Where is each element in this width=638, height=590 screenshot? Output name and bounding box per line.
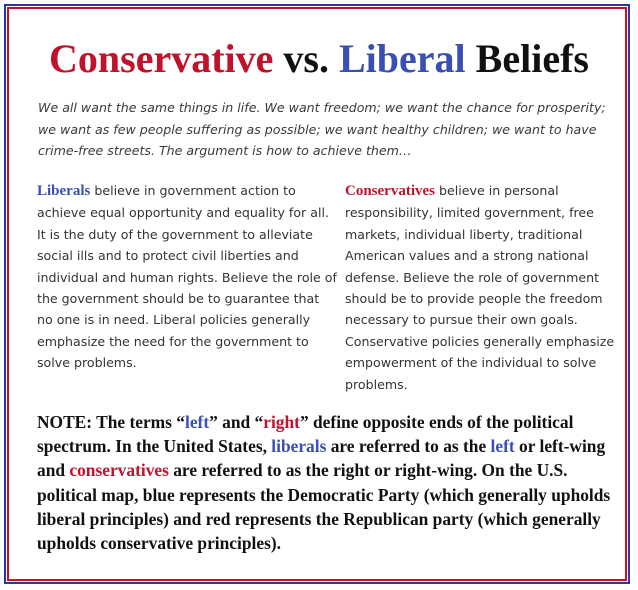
title-vs: vs. [273,36,339,81]
liberals-column [37,180,337,374]
note-term-right: right [263,412,300,432]
note-part-5: or left-wing and [37,436,606,481]
note-term-conservatives: conservatives [69,460,169,481]
page-title [0,32,638,86]
note-term-left-2: left [490,436,515,457]
note-part-2: ” and “ [209,412,264,432]
note-term-liberals: liberals [271,436,327,457]
conservatives-column [345,180,615,395]
note-part-3: ” define opposite ends of the political spectrum. In the United States, [37,412,574,457]
title-conservative: Conservative [49,36,274,81]
conservatives-text: believe in personal responsibility, limited government, free markets, individual liberty, traditional American values and a strong national defense. Believe the role of government should be to provide people the freedom necessary to pursue their own goals. Conservative policies generally emphasize empowerment of the individual to solve problems. [345,183,615,392]
liberals-text: believe in government action to achieve equal opportunity and equality for all. It is the duty of the government to alleviate social ills and to protect civil liberties and individual and human rights. Believe the role of the government should be to guarantee that no one is in need. Liberal policies generally emphasize the need for the government to solve problems. [37,183,337,371]
title-beliefs: Beliefs [465,36,589,81]
conservatives-keyword: Conservatives [345,183,435,199]
title-liberal: Liberal [339,36,466,81]
note-term-left: left [184,412,210,432]
note-part-4: are referred to as the [326,436,491,457]
note-paragraph [37,410,612,555]
note-part-6: are referred to as the right or right-wing. On the U.S. political map, blue represents the Democratic Party (which generally upholds liberal principles) and red represents the Republican party (which generally upholds conservative principles). [37,460,611,554]
note-part-1: NOTE: The terms “ [37,412,185,432]
intro-paragraph: We all want the same things in life. We want freedom; we want the chance for prosperity; we want as few people suffering as possible; we want healthy children; we want to have crime-free streets. The argument is how to achieve them… [38,100,606,158]
liberals-keyword: Liberals [37,183,91,199]
